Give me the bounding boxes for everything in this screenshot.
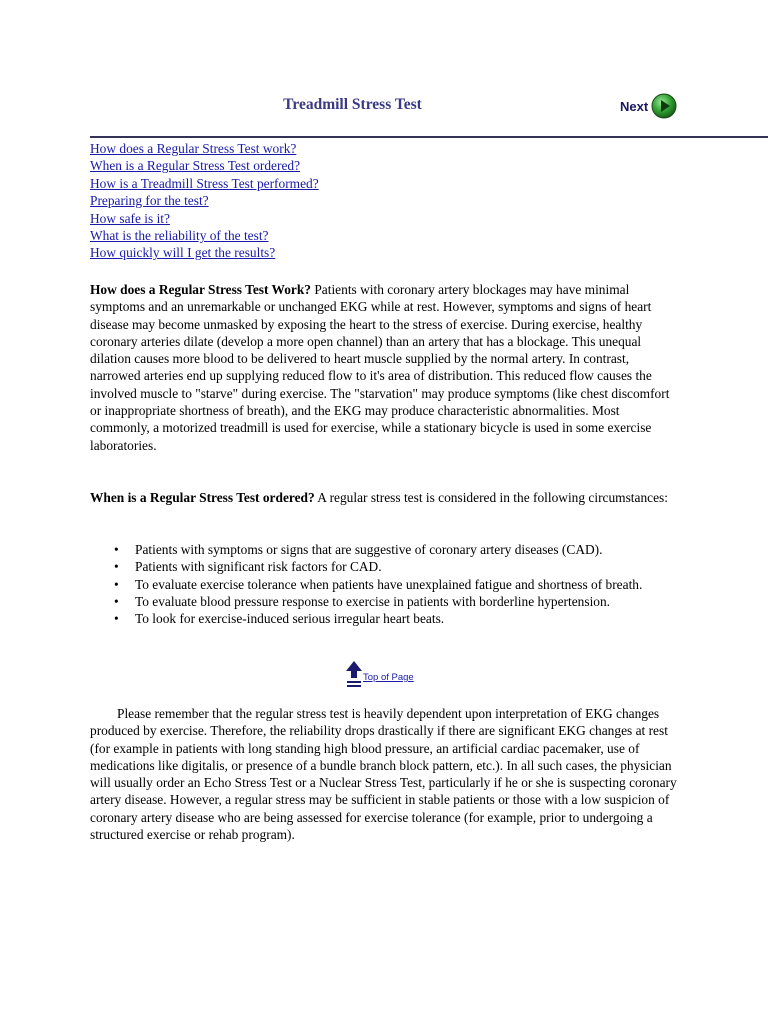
toc-link-how-performed[interactable]: How is a Treadmill Stress Test performed? (90, 175, 319, 191)
header-divider (90, 136, 768, 138)
toc-item (90, 210, 319, 227)
list-item: • Patients with significant risk factors for CAD. (90, 558, 690, 575)
section-heading: When is a Regular Stress Test ordered? (90, 490, 315, 505)
toc-item (90, 192, 319, 209)
toc-link-safety[interactable]: How safe is it? (90, 210, 170, 226)
toc-link-when-ordered[interactable]: When is a Regular Stress Test ordered? (90, 158, 301, 174)
next-button[interactable] (620, 92, 677, 120)
toc-item (90, 157, 319, 174)
next-arrow-icon (651, 93, 677, 119)
section-body: A regular stress test is considered in the following circumstances: (317, 490, 668, 505)
section-heading: How does a Regular Stress Test Work? (90, 282, 311, 297)
list-item: • Patients with symptoms or signs that are suggestive of coronary artery diseases (CAD). (90, 541, 690, 558)
toc-link-reliability[interactable]: What is the reliability of the test? (90, 228, 269, 244)
top-of-page-link[interactable] (345, 660, 435, 690)
page-header (0, 92, 768, 124)
section-reliability-note: Please remember that the regular stress test is heavily dependent upon interpretation of EKG changes produced by exercise. Therefore, the reliability drops drastically if there are significant EKG changes at rest (for example in patients with long standing high blood pressure, an artificial cardiac pacemaker, use of medications like digitalis, or presence of a bundle branch block pattern, etc.). In all such cases, the physician will usually order an Echo Stress Test or a Nuclear Stress Test, particularly if he or she is suspecting coronary artery disease. However, a regular stress may be sufficient in stable patients or those with a low suspicion of coronary artery disease who are being assessed for exercise tolerance (for example, prior to undergoing a structured exercise or rehab program). (90, 706, 677, 843)
toc-item (90, 227, 319, 244)
list-item: • To evaluate blood pressure response to exercise in patients with borderline hypertension. (90, 593, 690, 610)
toc-link-preparing[interactable]: Preparing for the test? (90, 193, 209, 209)
toc-item (90, 244, 319, 261)
list-item: • To evaluate exercise tolerance when patients have unexplained fatigue and shortness of breath. (90, 576, 690, 593)
toc-item (90, 140, 319, 157)
section-when-ordered (90, 489, 680, 506)
section-how-it-works (90, 281, 680, 454)
list-item: • To look for exercise-induced serious irregular heart beats. (90, 610, 690, 627)
indications-list (90, 541, 690, 627)
section-body: Patients with coronary artery blockages may have minimal symptoms and an unremarkable or unchanged EKG while at rest. However, symptoms and signs of heart disease may become unmasked by exposing the heart to the stress of exercise. During exercise, healthy coronary arteries dilate (develop a more open channel) than an artery that has a blockage. This unequal dilation causes more blood to be delivered to heart muscle supplied by the normal artery. In contrast, narrowed arteries end up supplying reduced flow to it's area of distribution. This reduced flow causes the involved muscle to "starve" during exercise. The "starvation" may produce symptoms (like chest discomfort or inappropriate shortness of breath), and the EKG may produce characteristic abnormalities. Most commonly, a motorized treadmill is used for exercise, while a stationary bicycle is used in some exercise laboratories. (90, 282, 670, 453)
page-title: Treadmill Stress Test (283, 96, 422, 113)
top-of-page-label: Top of Page (363, 672, 414, 683)
toc-link-how-it-works[interactable]: How does a Regular Stress Test work? (90, 141, 297, 156)
next-label: Next (620, 98, 649, 114)
up-arrow-icon (345, 660, 363, 690)
table-of-contents (90, 140, 319, 262)
toc-link-results[interactable]: How quickly will I get the results? (90, 245, 276, 261)
toc-item (90, 175, 319, 192)
